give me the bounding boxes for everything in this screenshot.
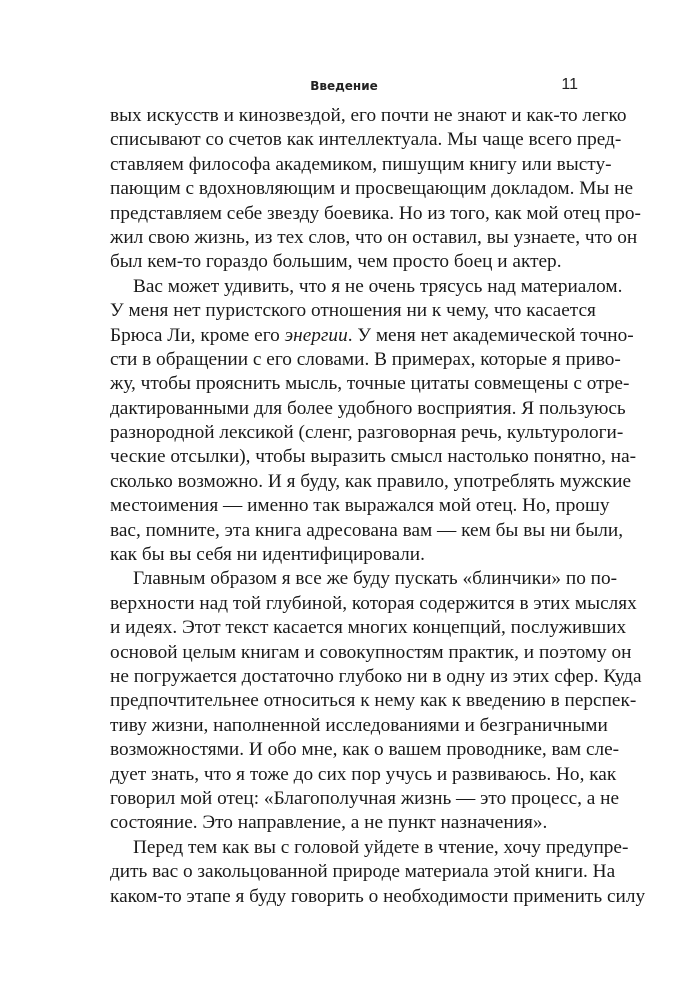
page-header <box>110 76 578 98</box>
text-segment: разнородной лексикой (сленг, разговорная речь, культурологи- <box>110 422 624 444</box>
text-line <box>110 299 596 323</box>
text-line <box>110 324 634 348</box>
text-segment: . У меня нет академической точно- <box>347 324 634 346</box>
text-segment: Главным образом я все же буду пускать «блинчики» по по- <box>133 568 618 590</box>
text-line <box>110 519 624 543</box>
paragraph <box>110 104 641 275</box>
text-line <box>110 787 620 811</box>
text-line <box>110 763 617 787</box>
page-number: 11 <box>561 76 578 93</box>
text-line <box>110 616 627 640</box>
text-segment: каком-то этапе я буду говорить о необходимости применить силу <box>110 885 646 907</box>
text-segment: дить вас о закольцованной природе материала этой книги. На <box>110 861 616 883</box>
text-segment: не погружается достаточно глубоко ни в одну из этих сфер. Куда <box>110 665 642 687</box>
text-segment: Брюса Ли, кроме его <box>110 324 285 346</box>
text-line <box>110 470 632 494</box>
text-line <box>110 202 641 226</box>
text-segment: списывают со счетов как интеллектуала. Мы чаще всего пред- <box>110 129 622 151</box>
text-line <box>110 421 624 445</box>
text-segment: дактированными для более удобного восприятия. Я пользуюсь <box>110 397 626 419</box>
text-segment: говорил мой отец: «Благополучная жизнь — это процесс, а не <box>110 787 620 809</box>
text-segment: ставляем философа академиком, пишущим книгу или высту- <box>110 153 612 175</box>
page-body <box>110 104 646 909</box>
text-segment: тиву жизни, наполненной исследованиями и безграничными <box>110 714 608 736</box>
text-segment: жил свою жизнь, из тех слов, что он оставил, вы узнаете, что он <box>110 226 638 248</box>
paragraph <box>110 567 642 835</box>
text-segment: жу, чтобы прояснить мысль, точные цитаты совмещены с отре- <box>110 373 630 395</box>
text-line <box>110 689 637 713</box>
text-line <box>110 543 578 567</box>
text-line <box>110 226 638 250</box>
text-line <box>110 885 646 909</box>
running-title: Введение <box>310 79 378 93</box>
text-line <box>110 836 629 860</box>
text-segment: пающим с вдохновляющим и просвещающим докладом. Мы не <box>110 178 634 200</box>
text-line <box>110 592 637 616</box>
text-line <box>110 153 612 177</box>
text-line <box>110 104 627 128</box>
text-line <box>110 641 632 665</box>
text-line <box>110 397 626 421</box>
emphasized-text: энергии <box>284 324 348 346</box>
text-line <box>110 665 642 689</box>
text-segment: верхности над той глубиной, которая содержится в этих мыслях <box>110 592 637 614</box>
text-line <box>110 811 578 835</box>
text-line <box>110 250 578 274</box>
text-line <box>110 494 610 518</box>
text-line <box>110 177 634 201</box>
text-segment: предпочтительнее относиться к нему как к введению в перспек- <box>110 690 637 712</box>
text-segment: Вас может удивить, что я не очень трясусь над материалом. <box>133 275 623 297</box>
text-segment: основой целым книгам и совокупностям практик, и поэтому он <box>110 641 632 663</box>
text-line <box>110 567 618 591</box>
text-segment: ческие отсылки), чтобы выразить смысл настолько понятно, на- <box>110 446 637 468</box>
text-line <box>110 714 608 738</box>
text-segment: и идеях. Этот текст касается многих концепций, послуживших <box>110 617 627 639</box>
text-segment: состояние. Это направление, а не пункт назначения». <box>110 812 548 834</box>
text-segment: возможностями. И обо мне, как о вашем проводнике, вам сле- <box>110 739 620 761</box>
paragraph <box>110 836 646 909</box>
paragraph <box>110 275 637 568</box>
text-line <box>110 445 637 469</box>
text-segment: Перед тем как вы с головой уйдете в чтение, хочу предупре- <box>133 836 629 858</box>
text-line <box>110 348 621 372</box>
text-segment: вас, помните, эта книга адресована вам — кем бы вы ни были, <box>110 519 624 541</box>
text-segment: сколько возможно. И я буду, как правило, употреблять мужские <box>110 470 632 492</box>
text-segment: местоимения — именно так выражался мой отец. Но, прошу <box>110 495 610 517</box>
text-segment: дует знать, что я тоже до сих пор учусь и развиваюсь. Но, как <box>110 763 617 785</box>
text-line <box>110 738 620 762</box>
text-segment: был кем-то гораздо большим, чем просто боец и актер. <box>110 251 562 273</box>
text-segment: представляем себе звезду боевика. Но из того, как мой отец про- <box>110 202 641 224</box>
text-line <box>110 372 630 396</box>
text-line <box>110 128 622 152</box>
text-line <box>110 275 623 299</box>
text-segment: как бы вы себя ни идентифицировали. <box>110 544 425 566</box>
text-segment: сти в обращении с его словами. В примерах, которые я приво- <box>110 348 621 370</box>
text-line <box>110 860 616 884</box>
text-segment: У меня нет пуристского отношения ни к чему, что касается <box>110 300 596 322</box>
text-segment: вых искусств и кинозвездой, его почти не знают и как-то легко <box>110 105 627 126</box>
